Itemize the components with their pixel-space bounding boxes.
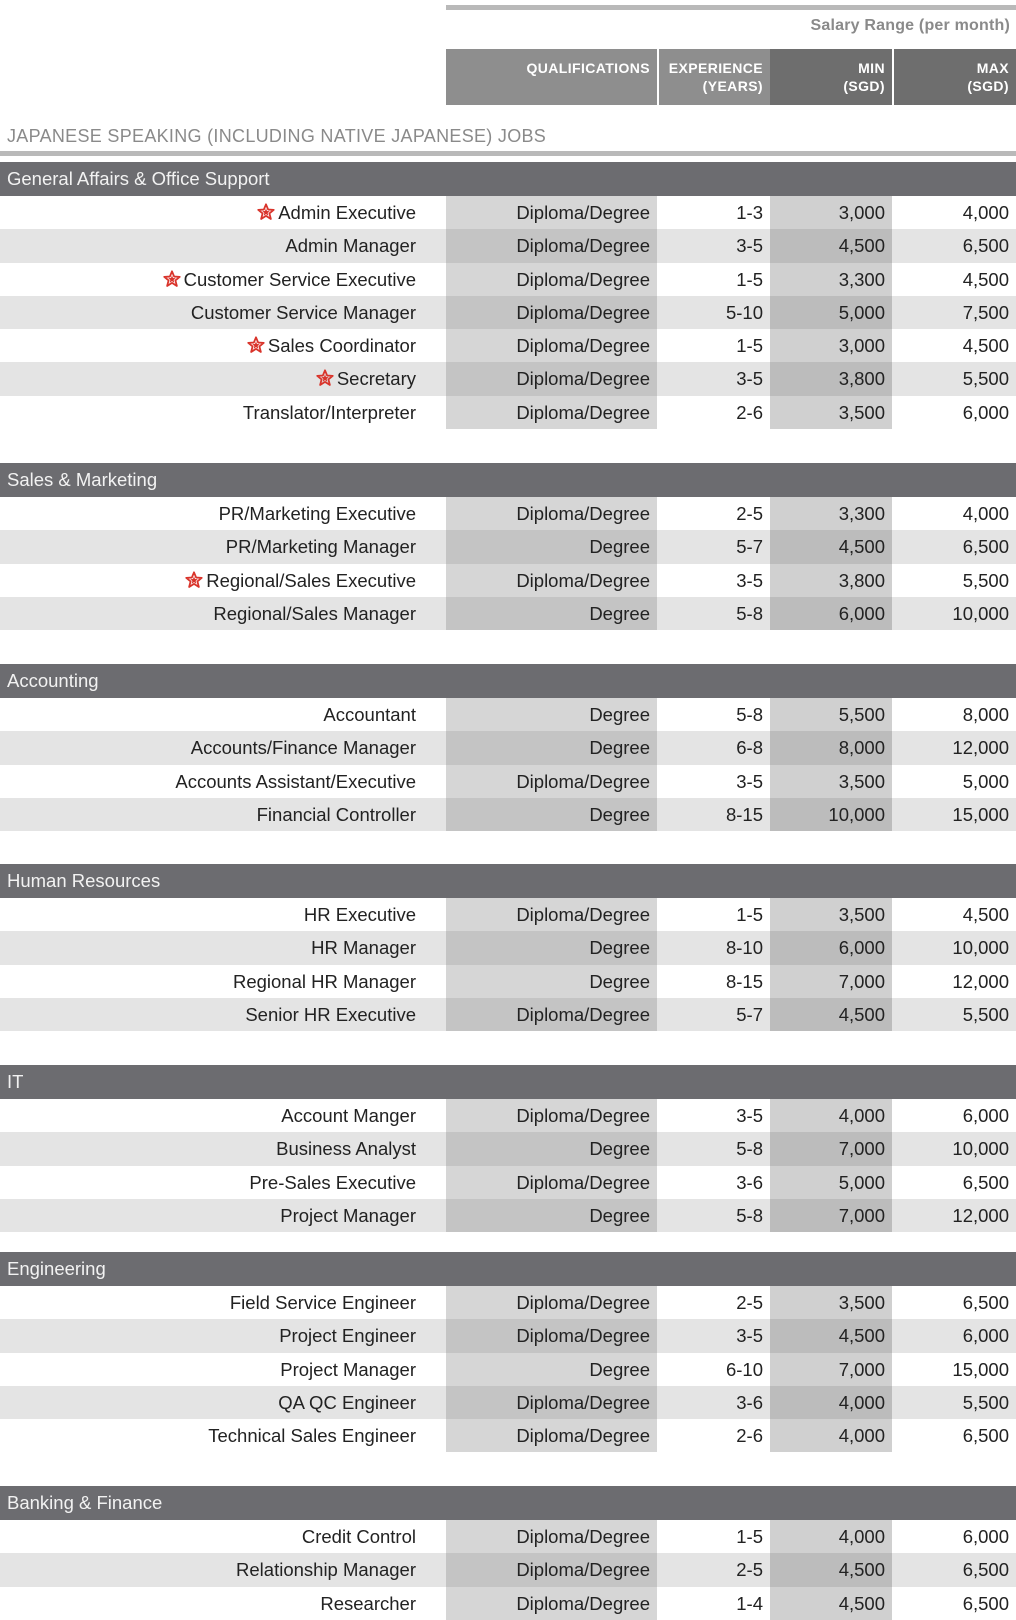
qualification-cell: Diploma/Degree	[446, 1386, 657, 1419]
job-title: QA QC Engineer	[278, 1391, 416, 1413]
max-salary-cell: 5,500	[962, 569, 1009, 591]
min-salary-cell: 4,500	[770, 1319, 892, 1352]
max-salary-cell: 5,500	[962, 1003, 1009, 1025]
max-salary-cell: 6,500	[962, 1171, 1009, 1193]
experience-cell: 3-5	[736, 235, 763, 257]
job-title: Admin Manager	[285, 235, 416, 257]
qualification-cell: Diploma/Degree	[446, 1319, 657, 1352]
header-experience	[659, 49, 770, 105]
table-row	[0, 1319, 1016, 1352]
header-qualifications-label: QUALIFICATIONS	[526, 60, 650, 76]
min-salary-cell: 3,000	[770, 329, 892, 362]
job-title: Senior HR Executive	[245, 1003, 416, 1025]
max-salary-cell: 6,000	[962, 1325, 1009, 1347]
table-row	[0, 196, 1016, 229]
max-salary-cell: 10,000	[952, 1138, 1009, 1160]
table-row	[0, 1199, 1016, 1232]
qualification-cell: Diploma/Degree	[446, 497, 657, 530]
job-title: Regional HR Manager	[232, 970, 416, 992]
qualification-cell: Diploma/Degree	[446, 998, 657, 1031]
min-salary-cell: 4,500	[770, 229, 892, 262]
max-salary-cell: 6,500	[962, 536, 1009, 558]
job-title: Customer Service Executive	[183, 268, 416, 290]
experience-cell: 1-5	[736, 268, 763, 290]
job-title: Accounts Assistant/Executive	[175, 770, 416, 792]
job-title-cell	[0, 698, 423, 731]
category-group	[0, 1065, 1016, 1232]
experience-cell: 5-8	[736, 1204, 763, 1226]
qualification-cell: Degree	[446, 530, 657, 563]
job-title-cell	[0, 1132, 423, 1165]
table-row	[0, 263, 1016, 296]
max-salary-cell: 10,000	[952, 937, 1009, 959]
section-rule	[0, 151, 1016, 156]
job-title-cell	[0, 1199, 423, 1232]
category-group	[0, 463, 1016, 630]
experience-cell: 5-8	[736, 1138, 763, 1160]
job-title: PR/Marketing Executive	[218, 503, 416, 524]
job-title-cell	[0, 1553, 423, 1586]
category-header: Accounting	[0, 664, 1016, 698]
job-title: HR Executive	[303, 904, 416, 925]
job-title-cell	[0, 1520, 423, 1553]
min-salary-cell: 3,800	[770, 362, 892, 395]
job-title: Account Manger	[281, 1105, 416, 1126]
job-title-cell	[0, 1166, 423, 1199]
table-row	[0, 1386, 1016, 1419]
max-salary-cell: 12,000	[952, 1204, 1009, 1226]
table-row	[0, 1132, 1016, 1165]
table-row	[0, 530, 1016, 563]
job-title: Sales Coordinator	[267, 335, 416, 357]
max-salary-cell: 6,500	[962, 1425, 1009, 1447]
job-title-cell	[0, 1319, 423, 1352]
job-title-cell	[0, 396, 423, 429]
category-rows	[0, 1099, 1016, 1232]
min-salary-cell: 7,000	[770, 1132, 892, 1165]
experience-cell: 3-5	[736, 770, 763, 792]
min-salary-cell: 7,000	[770, 1353, 892, 1386]
qualification-cell: Degree	[446, 1132, 657, 1165]
salary-range-label: Salary Range (per month)	[810, 17, 1010, 34]
header-min	[770, 49, 892, 105]
qualification-cell: Diploma/Degree	[446, 329, 657, 362]
category-group	[0, 664, 1016, 831]
job-title: Regional/Sales Executive	[206, 569, 416, 591]
max-salary-cell: 6,500	[962, 235, 1009, 257]
header-min-line2: (SGD)	[843, 78, 885, 94]
min-salary-cell: 3,800	[770, 564, 892, 597]
experience-cell: 5-8	[736, 704, 763, 725]
job-title-cell	[0, 798, 423, 831]
qualification-cell: Diploma/Degree	[446, 1286, 657, 1319]
category-group	[0, 162, 1016, 429]
job-title: Regional/Sales Manager	[213, 602, 416, 624]
qualification-cell: Diploma/Degree	[446, 196, 657, 229]
qualification-cell: Degree	[446, 731, 657, 764]
header-max	[894, 49, 1016, 105]
table-row	[0, 1587, 1016, 1620]
table-row	[0, 898, 1016, 931]
table-row	[0, 497, 1016, 530]
min-salary-cell: 3,300	[770, 263, 892, 296]
category-header: IT	[0, 1065, 1016, 1099]
experience-cell: 1-5	[736, 904, 763, 925]
job-title: Credit Control	[301, 1526, 416, 1547]
job-title-cell	[0, 1099, 423, 1132]
max-salary-cell: 4,000	[962, 202, 1009, 223]
job-title-cell	[0, 564, 423, 597]
experience-cell: 1-5	[736, 1526, 763, 1547]
job-title: Business Analyst	[276, 1138, 416, 1160]
qualification-cell: Diploma/Degree	[446, 362, 657, 395]
experience-cell: 8-15	[725, 970, 763, 992]
qualification-cell: Diploma/Degree	[446, 765, 657, 798]
min-salary-cell: 10,000	[770, 798, 892, 831]
job-title: Relationship Manager	[236, 1559, 416, 1581]
category-rows	[0, 698, 1016, 831]
max-salary-cell: 6,500	[962, 1292, 1009, 1313]
experience-cell: 6-10	[725, 1358, 763, 1380]
table-row	[0, 1419, 1016, 1452]
qualification-cell: Diploma/Degree	[446, 1166, 657, 1199]
category-rows	[0, 196, 1016, 429]
table-row	[0, 597, 1016, 630]
min-salary-cell: 6,000	[770, 931, 892, 964]
table-row	[0, 798, 1016, 831]
star-icon	[163, 270, 181, 288]
experience-cell: 1-3	[736, 202, 763, 223]
min-salary-cell: 4,000	[770, 1419, 892, 1452]
qualification-cell: Diploma/Degree	[446, 1419, 657, 1452]
category-header: Sales & Marketing	[0, 463, 1016, 497]
star-icon	[316, 369, 334, 387]
header-max-line2: (SGD)	[967, 78, 1009, 94]
job-title: Financial Controller	[256, 803, 416, 825]
job-title: Admin Executive	[278, 202, 416, 223]
job-title-cell	[0, 1353, 423, 1386]
min-salary-cell: 4,500	[770, 1587, 892, 1620]
experience-cell: 3-5	[736, 1325, 763, 1347]
job-title-cell	[0, 1286, 423, 1319]
category-rows	[0, 1286, 1016, 1452]
job-title: Researcher	[320, 1592, 416, 1614]
job-title: Project Manager	[280, 1358, 416, 1380]
qualification-cell: Diploma/Degree	[446, 1520, 657, 1553]
job-title: Accountant	[323, 704, 416, 725]
category-header: Banking & Finance	[0, 1486, 1016, 1520]
qualification-cell: Diploma/Degree	[446, 564, 657, 597]
table-row	[0, 396, 1016, 429]
job-title-cell	[0, 1386, 423, 1419]
job-title: Secretary	[336, 368, 416, 390]
job-title: Field Service Engineer	[229, 1292, 416, 1313]
table-row	[0, 1353, 1016, 1386]
job-title-cell	[0, 296, 423, 329]
min-salary-cell: 6,000	[770, 597, 892, 630]
category-group	[0, 864, 1016, 1031]
qualification-cell: Diploma/Degree	[446, 296, 657, 329]
job-title: Customer Service Manager	[190, 301, 416, 323]
qualification-cell: Diploma/Degree	[446, 1587, 657, 1620]
job-title-cell	[0, 497, 423, 530]
max-salary-cell: 12,000	[952, 970, 1009, 992]
qualification-cell: Diploma/Degree	[446, 898, 657, 931]
experience-cell: 2-6	[736, 1425, 763, 1447]
max-salary-cell: 4,000	[962, 503, 1009, 524]
table-row	[0, 965, 1016, 998]
min-salary-cell: 4,000	[770, 1520, 892, 1553]
qualification-cell: Diploma/Degree	[446, 263, 657, 296]
job-title-cell	[0, 1587, 423, 1620]
header-experience-line1: EXPERIENCE	[668, 60, 763, 76]
qualification-cell: Degree	[446, 1199, 657, 1232]
max-salary-cell: 6,000	[962, 1526, 1009, 1547]
job-title-cell	[0, 530, 423, 563]
job-title: Pre-Sales Executive	[249, 1171, 416, 1193]
qualification-cell: Degree	[446, 1353, 657, 1386]
job-title: Translator/Interpreter	[242, 401, 416, 423]
category-group	[0, 1252, 1016, 1452]
table-row	[0, 698, 1016, 731]
max-salary-cell: 7,500	[962, 301, 1009, 323]
max-salary-cell: 6,500	[962, 1592, 1009, 1614]
experience-cell: 3-5	[736, 368, 763, 390]
max-salary-cell: 6,000	[962, 401, 1009, 423]
table-row	[0, 731, 1016, 764]
experience-cell: 3-5	[736, 1105, 763, 1126]
experience-cell: 8-10	[725, 937, 763, 959]
min-salary-cell: 7,000	[770, 1199, 892, 1232]
header-experience-line2: (YEARS)	[702, 78, 763, 94]
header-max-line1: MAX	[976, 60, 1009, 76]
min-salary-cell: 3,500	[770, 1286, 892, 1319]
category-rows	[0, 497, 1016, 630]
experience-cell: 1-4	[736, 1592, 763, 1614]
max-salary-cell: 5,000	[962, 770, 1009, 792]
qualification-cell: Degree	[446, 698, 657, 731]
max-salary-cell: 12,000	[952, 737, 1009, 759]
experience-cell: 1-5	[736, 335, 763, 357]
table-row	[0, 1286, 1016, 1319]
table-row	[0, 765, 1016, 798]
min-salary-cell: 8,000	[770, 731, 892, 764]
min-salary-cell: 5,000	[770, 296, 892, 329]
max-salary-cell: 15,000	[952, 803, 1009, 825]
min-salary-cell: 4,500	[770, 1553, 892, 1586]
category-header: Human Resources	[0, 864, 1016, 898]
experience-cell: 8-15	[725, 803, 763, 825]
max-salary-cell: 4,500	[962, 268, 1009, 290]
min-salary-cell: 7,000	[770, 965, 892, 998]
table-row	[0, 931, 1016, 964]
table-row	[0, 998, 1016, 1031]
max-salary-cell: 8,000	[962, 704, 1009, 725]
min-salary-cell: 3,500	[770, 898, 892, 931]
star-icon	[247, 336, 265, 354]
qualification-cell: Diploma/Degree	[446, 396, 657, 429]
experience-cell: 5-7	[736, 536, 763, 558]
job-title-cell	[0, 965, 423, 998]
qualification-cell: Degree	[446, 597, 657, 630]
table-row	[0, 362, 1016, 395]
category-rows	[0, 898, 1016, 1031]
table-row	[0, 564, 1016, 597]
experience-cell: 5-7	[736, 1003, 763, 1025]
min-salary-cell: 4,500	[770, 998, 892, 1031]
table-row	[0, 296, 1016, 329]
job-title-cell	[0, 597, 423, 630]
job-title: Accounts/Finance Manager	[190, 737, 416, 759]
job-title: Project Manager	[280, 1204, 416, 1226]
min-salary-cell: 3,300	[770, 497, 892, 530]
job-title-cell	[0, 263, 423, 296]
experience-cell: 6-8	[736, 737, 763, 759]
job-title-cell	[0, 998, 423, 1031]
header-min-line1: MIN	[858, 60, 885, 76]
max-salary-cell: 4,500	[962, 335, 1009, 357]
min-salary-cell: 3,500	[770, 765, 892, 798]
table-row	[0, 1553, 1016, 1586]
max-salary-cell: 5,500	[962, 368, 1009, 390]
header-qualifications	[446, 49, 657, 105]
min-salary-cell: 5,000	[770, 1166, 892, 1199]
experience-cell: 5-8	[736, 602, 763, 624]
min-salary-cell: 5,500	[770, 698, 892, 731]
table-row	[0, 1520, 1016, 1553]
category-rows	[0, 1520, 1016, 1620]
experience-cell: 2-5	[736, 503, 763, 524]
max-salary-cell: 4,500	[962, 904, 1009, 925]
max-salary-cell: 6,500	[962, 1559, 1009, 1581]
job-title-cell	[0, 362, 423, 395]
qualification-cell: Diploma/Degree	[446, 1553, 657, 1586]
experience-cell: 3-6	[736, 1391, 763, 1413]
job-title-cell	[0, 931, 423, 964]
experience-cell: 2-5	[736, 1292, 763, 1313]
section-title: JAPANESE SPEAKING (INCLUDING NATIVE JAPANESE) JOBS	[7, 126, 547, 146]
job-title-cell	[0, 1419, 423, 1452]
job-title-cell	[0, 229, 423, 262]
experience-cell: 3-6	[736, 1171, 763, 1193]
qualification-cell: Diploma/Degree	[446, 1099, 657, 1132]
max-salary-cell: 5,500	[962, 1391, 1009, 1413]
category-group	[0, 1486, 1016, 1620]
experience-cell: 5-10	[725, 301, 763, 323]
category-header: Engineering	[0, 1252, 1016, 1286]
job-title-cell	[0, 898, 423, 931]
min-salary-cell: 4,000	[770, 1099, 892, 1132]
qualification-cell: Degree	[446, 931, 657, 964]
experience-cell: 2-6	[736, 401, 763, 423]
min-salary-cell: 4,500	[770, 530, 892, 563]
table-row	[0, 229, 1016, 262]
qualification-cell: Degree	[446, 965, 657, 998]
top-rule	[446, 5, 1016, 10]
table-row	[0, 329, 1016, 362]
job-title: PR/Marketing Manager	[225, 536, 416, 558]
max-salary-cell: 10,000	[952, 602, 1009, 624]
experience-cell: 2-5	[736, 1559, 763, 1581]
table-row	[0, 1099, 1016, 1132]
job-title-cell	[0, 765, 423, 798]
min-salary-cell: 3,500	[770, 396, 892, 429]
min-salary-cell: 4,000	[770, 1386, 892, 1419]
job-title-cell	[0, 329, 423, 362]
category-header: General Affairs & Office Support	[0, 162, 1016, 196]
max-salary-cell: 6,000	[962, 1105, 1009, 1126]
min-salary-cell: 3,000	[770, 196, 892, 229]
star-icon	[257, 203, 275, 221]
job-title-cell	[0, 196, 423, 229]
job-title-cell	[0, 731, 423, 764]
experience-cell: 3-5	[736, 569, 763, 591]
qualification-cell: Degree	[446, 798, 657, 831]
job-title: HR Manager	[311, 937, 416, 959]
job-title: Technical Sales Engineer	[208, 1425, 416, 1447]
table-row	[0, 1166, 1016, 1199]
qualification-cell: Diploma/Degree	[446, 229, 657, 262]
star-icon	[185, 571, 203, 589]
max-salary-cell: 15,000	[952, 1358, 1009, 1380]
job-title: Project Engineer	[279, 1325, 416, 1347]
